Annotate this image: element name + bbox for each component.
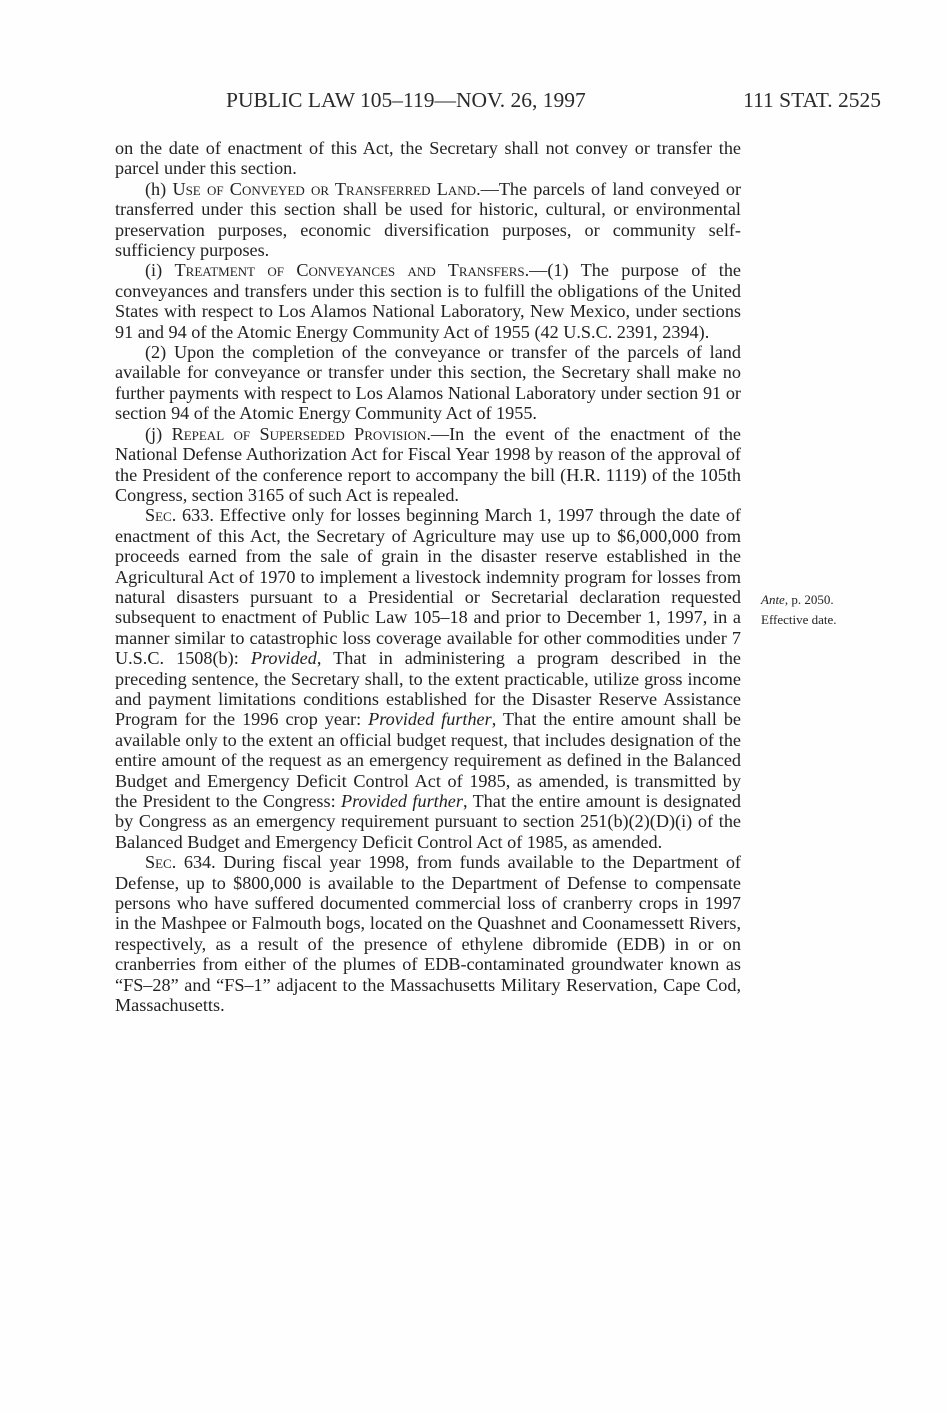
paragraph-text: , That in administering a program described in the preceding sentence, the Secretary shall, to the extent practicable, utilize gross income and payment limitations conditions established for the Disaster Reserve Assistance Program for the 1996 crop year:	[115, 648, 742, 730]
paragraph-text: (2) Upon the completion of the conveyance or transfer of the parcels of land available for conveyance or transfer under this section, the Secretary shall make no further payments with respect to Los Alamos National Laboratory under section 91 or section 94 of the Atomic Energy Community Act of 1955.	[115, 342, 741, 424]
paragraph-text: . 634. During fiscal year 1998, from funds available to the Department of Defense, up to $800,000 is available to the Department of Defense to compensate persons who have suffered documented commercial loss of cranberry crops in 1997 in the Mashpee or Falmouth bogs, located on the Quashnet and Coonamessett Rivers, respectively, as a result of the presence of ethylene dibromide (EDB) in or on cranberries from either of the plumes of EDB-contaminated groundwater known as “FS–28” and “FS–1” adjacent to the Massachusetts Military Reservation, Cape Cod, Massachusetts.	[115, 852, 741, 1016]
proviso-italic: Provided	[250, 648, 317, 669]
paragraph-j	[115, 424, 741, 506]
section-heading: Treatment of Conveyances and Transfers.	[174, 260, 530, 281]
paragraph-text: on the date of enactment of this Act, the Secretary shall not convey or transfer the parcel under this section.	[115, 138, 741, 179]
paragraph-text: —(1) The purpose of the conveyances and transfers under this section is to fulfill the obligations of the United States with respect to Los Alamos National Laboratory, New Mexico, under sections 91 and 94 of the Atomic Energy Community Act of 1955 (42 U.S.C. 2391, 2394).	[115, 260, 741, 342]
paragraph-text: —The parcels of land conveyed or transferred under this section shall be used for historic, cultural, or environmental preservation purposes, economic diversification purposes, or community self-sufficiency purposes.	[115, 178, 742, 261]
section-heading: Sec	[145, 852, 172, 873]
paragraph-text: (j)	[145, 423, 172, 444]
paragraph-i1	[115, 260, 741, 342]
paragraph-text: , That the entire amount is designated by Congress as an emergency requirement pursuant to section 251(b)(2)(D)(i) of the Balanced Budget and Emergency Deficit Control Act of 1985, as amended.	[115, 791, 741, 852]
proviso-italic: Provided further	[341, 791, 463, 811]
body-text	[115, 138, 741, 1015]
margin-note-effective-date: Effective date.	[761, 612, 837, 628]
paragraph-i2	[115, 342, 741, 424]
statute-page-number: 111 STAT. 2525	[743, 88, 881, 112]
section-heading: Repeal of Superseded Provision.	[171, 423, 431, 444]
paragraph-text: , That the entire amount shall be available only to the extent an official budget request, that includes designation of the entire amount of the request as an emergency requirement as defined in the Balanced Budget and Emergency Deficit Control Act of 1985, as amended, is transmitted by the President to the Congress:	[115, 709, 741, 811]
paragraph-h	[115, 179, 741, 261]
paragraph-sec634	[115, 852, 741, 1015]
section-heading: Use of Conveyed or Transferred Land.	[172, 178, 481, 199]
paragraph-text: (h)	[145, 178, 173, 199]
margin-note-ante-text: , p. 2050.	[784, 592, 834, 607]
running-head-title: PUBLIC LAW 105–119—NOV. 26, 1997	[226, 88, 586, 112]
proviso-italic: Provided further	[368, 709, 492, 730]
paragraph-g-cont	[115, 138, 741, 179]
paragraph-text: (i)	[145, 260, 175, 281]
paragraph-text: —In the event of the enactment of the National Defense Authorization Act for Fiscal Year 1998 by reason of the approval of the President of the conference report to accompany the bill (H.R. 1119) of the 105th Congress, section 3165 of such Act is repealed.	[115, 423, 741, 505]
paragraph-sec633	[115, 505, 741, 852]
paragraph-text: . 633. Effective only for losses beginning March 1, 1997 through the date of enactment of this Act, the Secretary of Agriculture may use up to $6,000,000 from proceeds earned from the sale of grain in the disaster reserve established in the Agricultural Act of 1970 to implement a livestock indemnity program for losses from natural disasters pursuant to a Presidential or Secretarial declaration requested subsequent to enactment of Public Law 105–18 and prior to December 1, 1997, in a manner similar to catastrophic loss coverage available for other commodities under 7 U.S.C. 1508(b):	[115, 505, 741, 669]
margin-note-ante-italic: Ante	[761, 592, 785, 607]
margin-note-ante-reference	[761, 590, 871, 610]
margin-notes	[761, 590, 871, 631]
running-head	[226, 88, 881, 118]
section-heading: Sec	[145, 505, 172, 526]
